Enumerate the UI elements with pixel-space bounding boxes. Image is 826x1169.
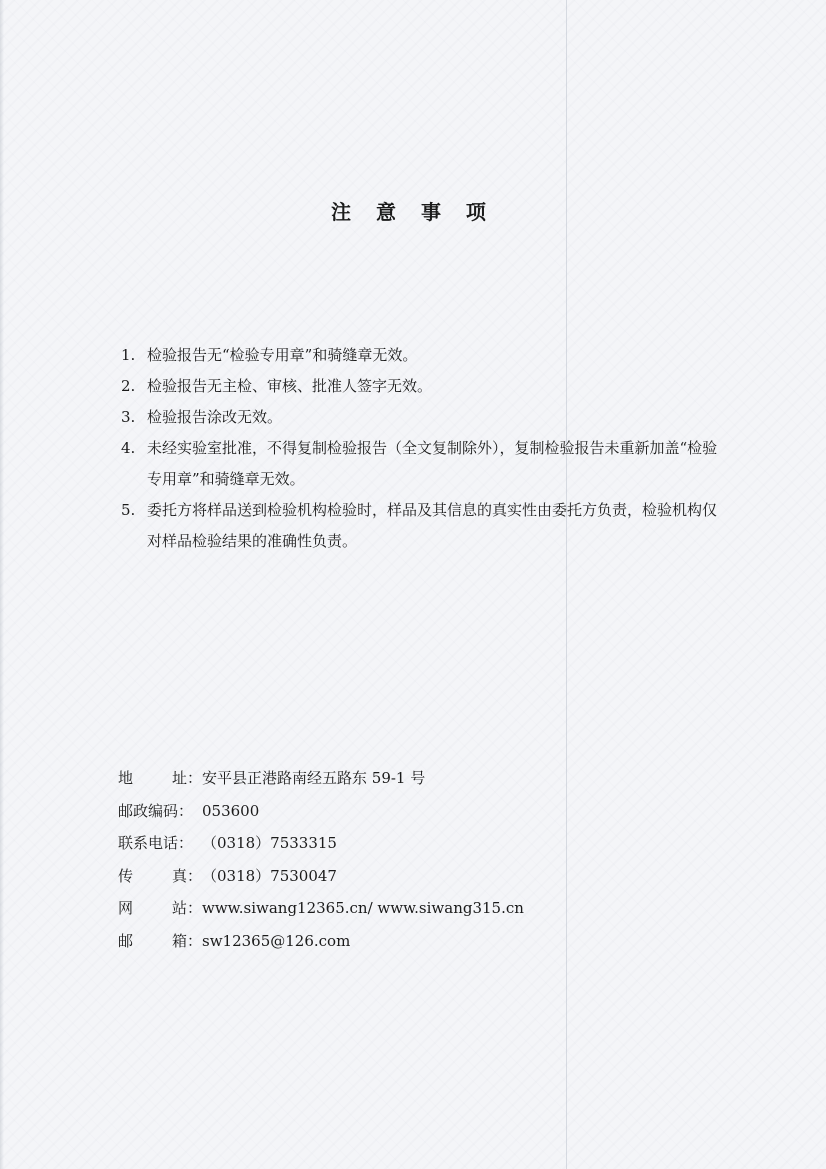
contact-label — [118, 860, 202, 893]
fold-line — [566, 0, 567, 1169]
notice-item — [121, 340, 721, 371]
notice-text: 检验报告无“检验专用章”和骑缝章无效。 — [147, 346, 418, 364]
contact-postcode — [118, 795, 638, 828]
contact-value: 053600 — [202, 801, 260, 820]
notice-text: 未经实验室批准，不得复制检验报告（全文复制除外），复制检验报告未重新加盖“检验专用章”和骑缝章无效。 — [147, 439, 718, 488]
label-char: 真： — [171, 866, 202, 885]
notice-number: 4. — [121, 439, 136, 457]
contact-fax — [118, 860, 638, 893]
label-char: 传 — [118, 866, 134, 885]
notice-item — [121, 402, 721, 433]
contact-label — [118, 892, 202, 925]
notice-number: 5. — [121, 501, 136, 519]
label-char: 邮 — [118, 931, 134, 950]
contact-website — [118, 892, 638, 925]
notice-number: 2. — [121, 377, 136, 395]
contact-value: （0318）7533315 — [202, 834, 337, 853]
notice-text: 委托方将样品送到检验机构检验时，样品及其信息的真实性由委托方负责，检验机构仅对样品检验结果的准确性负责。 — [147, 501, 718, 550]
contact-label: 邮政编码： — [118, 801, 194, 820]
label-char: 地 — [118, 769, 134, 787]
contact-value: www.siwang12365.cn/ www.siwang315.cn — [202, 899, 524, 918]
notice-item — [121, 495, 721, 557]
label-char: 箱： — [171, 931, 202, 950]
contact-phone — [118, 827, 638, 860]
contact-label: 联系电话： — [118, 834, 194, 853]
notice-number: 1. — [121, 346, 136, 364]
label-char: 址： — [171, 769, 202, 787]
label-char: 网 — [118, 899, 134, 918]
contact-email — [118, 925, 638, 958]
contact-value: sw12365@126.com — [202, 931, 351, 950]
contact-value: （0318）7530047 — [202, 866, 337, 885]
label-char: 站： — [171, 899, 202, 918]
notice-list — [121, 340, 721, 557]
notice-item — [121, 371, 721, 402]
notice-text: 检验报告涂改无效。 — [147, 408, 283, 426]
contact-address — [118, 762, 638, 795]
contact-value: 安平县正港路南经五路东 59-1 号 — [202, 769, 426, 787]
page-title: 注 意 事 项 — [331, 200, 495, 224]
notice-text: 检验报告无主检、审核、批准人签字无效。 — [147, 377, 433, 395]
contact-label — [118, 925, 202, 958]
page-edge-shadow — [0, 0, 4, 1169]
contact-label — [118, 762, 202, 795]
contact-info — [118, 762, 638, 958]
notice-item — [121, 433, 721, 495]
notice-number: 3. — [121, 408, 136, 426]
